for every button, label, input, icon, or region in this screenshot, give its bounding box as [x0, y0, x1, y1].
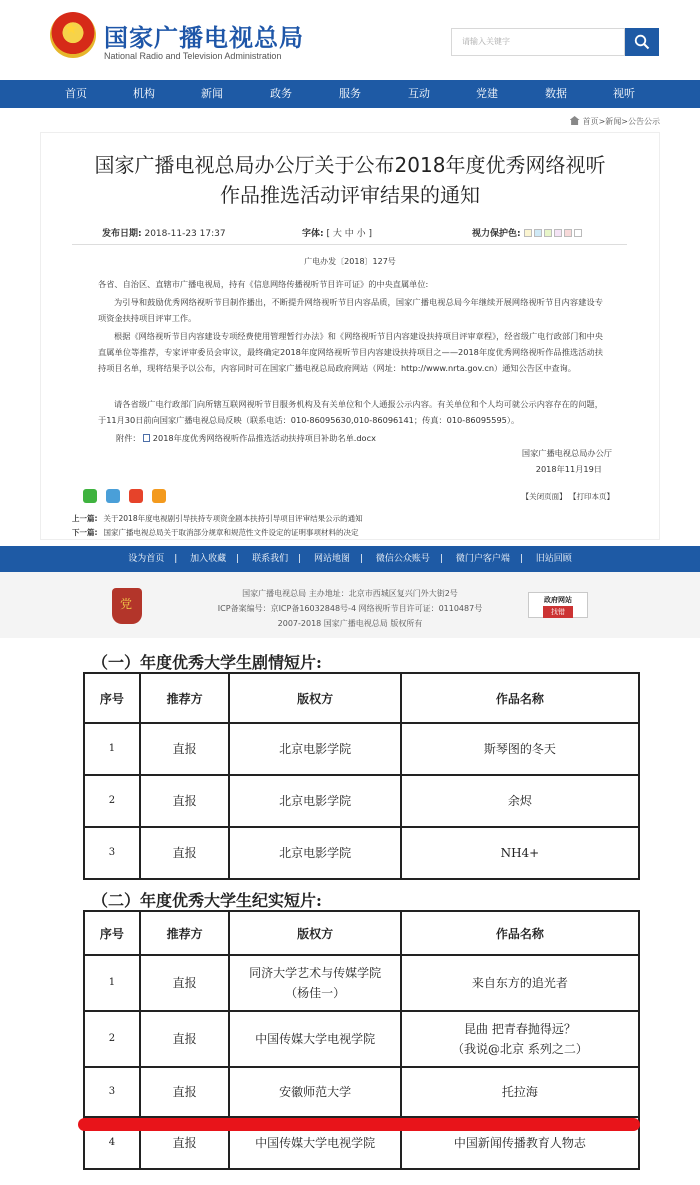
close-page-link[interactable]: 【关闭页面】 [521, 492, 567, 501]
table-header-cell: 作品名称 [401, 911, 639, 955]
attachment-line [116, 430, 621, 446]
footer-link-contact[interactable]: 联系我们 [252, 554, 289, 564]
qzone-share-icon[interactable] [106, 489, 120, 503]
table-cell: 来自东方的追光者 [401, 955, 639, 1011]
site-header [0, 0, 700, 80]
breadcrumb: 首页>新闻>公告公示 [570, 116, 660, 127]
divider [72, 244, 627, 245]
color-swatch[interactable] [574, 229, 582, 237]
color-swatch[interactable] [534, 229, 542, 237]
attachment-label: 附件： [116, 433, 141, 443]
paragraph-request: 请各省级广电行政部门向所辖互联网视听节目服务机构及有关单位和个人通报公示内容。有关单位和个人均可就公示内容存在的问题，于11月30日前向国家广播电视总局反映（联系电话：010-86095630,010-86096141；传真：010-86095595）。 [98, 399, 603, 425]
table-cell: 直报 [140, 775, 230, 827]
footer-links: 设为首页 | 加入收藏 | 联系我们 | 网站地图 | 微信公众账号 | 微门户客户端 | 旧站回顾 [0, 546, 700, 572]
footer-link-old-site[interactable]: 旧站回顾 [535, 554, 572, 564]
table-cell: 直报 [140, 723, 230, 775]
footer-icp: ICP备案编号：京ICP备16032848号-4 网络视听节目许可证：0110487号 [217, 604, 483, 613]
section2-heading: （二）年度优秀大学生纪实短片: [92, 891, 322, 910]
footer-link-bookmark[interactable]: 加入收藏 [190, 554, 227, 564]
font-size-label: 字体: [302, 229, 324, 239]
search-button[interactable] [625, 28, 659, 56]
nav-item-audiovisual[interactable]: 视听 [613, 87, 635, 100]
wechat-share-icon[interactable] [83, 489, 97, 503]
table-cell: 斯琴图的冬天 [401, 723, 639, 775]
nav-item-party-building[interactable]: 党建 [476, 87, 498, 100]
footer-link-micro-portal[interactable]: 微门户客户端 [455, 554, 510, 564]
color-swatch[interactable] [544, 229, 552, 237]
table-cell: 中国传媒大学电视学院 [229, 1011, 400, 1067]
table-row [84, 955, 639, 1011]
publish-date-label: 发布日期: [102, 229, 142, 239]
government-site-error-badge[interactable] [528, 592, 588, 618]
font-size-options[interactable]: [ 大 中 小 ] [326, 229, 372, 239]
table-cell: 2 [84, 775, 140, 827]
table-cell: 北京电影学院 [229, 775, 400, 827]
table-cell: 昆曲 把青春抛得远？ （我说@北京 系列之二） [401, 1011, 639, 1067]
table-header-cell: 推荐方 [140, 673, 230, 723]
search-icon [634, 34, 650, 50]
table-cell: 同济大学艺术与传媒学院 （杨佳一） [229, 955, 400, 1011]
previous-article [72, 513, 363, 524]
paragraph-addressee: 各省、自治区、直辖市广播电视局，持有《信息网络传播视听节目许可证》的中央直属单位: [98, 279, 429, 289]
section2-table [83, 910, 640, 1170]
attachment-link[interactable]: 2018年度优秀网络视听作品推选活动扶持项目补助名单.docx [152, 433, 376, 443]
color-swatch[interactable] [524, 229, 532, 237]
signature-date: 2018年11月19日 [535, 464, 602, 474]
signature-org: 国家广播电视总局办公厅 [521, 448, 612, 458]
previous-label: 上一篇: [72, 514, 98, 523]
nav-item-data[interactable]: 数据 [545, 87, 567, 100]
table-cell: 直报 [140, 1067, 230, 1117]
footer-address: 国家广播电视总局 主办地址：北京市西城区复兴门外大街2号 [242, 589, 458, 598]
share-bar [83, 488, 170, 507]
table-cell: 直报 [140, 1011, 230, 1067]
publish-date [102, 226, 226, 239]
site-title[interactable]: 国家广播电视总局 [104, 24, 304, 52]
table-cell: 直报 [140, 1117, 230, 1169]
print-page-link[interactable]: 【打印本页】 [569, 492, 614, 501]
red-highlight-mark [78, 1118, 640, 1131]
table-header-cell: 版权方 [229, 911, 400, 955]
national-emblem-icon [50, 12, 96, 58]
next-article-link[interactable]: 国家广播电视总局关于取消部分规章和规范性文件设定的证明事项材料的决定 [103, 528, 359, 537]
font-size-control [302, 226, 372, 239]
document-number: 广电办发〔2018〕127号 [304, 257, 396, 266]
table-header-row [84, 911, 639, 955]
nav-item-institutions[interactable]: 机构 [133, 87, 155, 100]
color-swatch[interactable] [564, 229, 572, 237]
site-subtitle: National Radio and Television Administration [104, 51, 282, 61]
badge-line2: 找错 [543, 606, 573, 618]
weibo-share-icon[interactable] [129, 489, 143, 503]
document-icon [143, 434, 150, 442]
table-cell: 3 [84, 1067, 140, 1117]
nav-item-interaction[interactable]: 互动 [408, 87, 430, 100]
article-title-line2: 作品推选活动评审结果的通知 [220, 183, 480, 207]
publish-date-value: 2018-11-23 17:37 [144, 229, 226, 239]
table-cell: 托拉海 [401, 1067, 639, 1117]
breadcrumb-announcements[interactable]: 公告公示 [628, 117, 660, 126]
footer-link-set-home[interactable]: 设为首页 [128, 554, 165, 564]
page-operations [522, 491, 614, 502]
color-swatch[interactable] [554, 229, 562, 237]
table-row [84, 827, 639, 879]
next-article [72, 527, 359, 538]
table-cell: NH4+ [401, 827, 639, 879]
color-swatches [523, 229, 583, 239]
table-cell: 安徽师范大学 [229, 1067, 400, 1117]
section1-table [83, 672, 640, 880]
badge-line1: 政府网站 [544, 596, 572, 604]
more-share-icon[interactable] [152, 489, 166, 503]
table-cell: 直报 [140, 955, 230, 1011]
table-header-cell: 推荐方 [140, 911, 230, 955]
table-row [84, 723, 639, 775]
results-document [0, 638, 700, 1185]
table-cell: 2 [84, 1011, 140, 1067]
footer-link-sitemap[interactable]: 网站地图 [313, 554, 350, 564]
nav-item-services[interactable]: 服务 [339, 87, 361, 100]
table-cell: 1 [84, 955, 140, 1011]
paragraph-intro: 为引导和鼓励优秀网络视听节目制作播出，不断提升网络视听节目内容品质，国家广播电视总局今年继续开展网络视听节目内容建设专项资金扶持项目评审工作。 [98, 297, 603, 323]
nav-item-news[interactable]: 新闻 [201, 87, 223, 100]
home-icon [570, 116, 580, 125]
table-header-cell: 序号 [84, 673, 140, 723]
section1-heading: （一）年度优秀大学生剧情短片: [92, 653, 322, 672]
article-title-line1: 国家广播电视总局办公厅关于公布2018年度优秀网络视听 [94, 153, 606, 177]
table-cell: 直报 [140, 827, 230, 879]
search-placeholder: 请输入关键字 [462, 37, 510, 46]
previous-article-link[interactable]: 关于2018年度电视剧引导扶持专项资金剧本扶持引导项目评审结果公示的通知 [103, 514, 363, 523]
table-row [84, 775, 639, 827]
table-header-cell: 版权方 [229, 673, 400, 723]
eye-protection-label: 视力保护色: [472, 229, 521, 239]
next-label: 下一篇: [72, 528, 98, 537]
nav-item-government-affairs[interactable]: 政务 [270, 87, 292, 100]
table-row [84, 1067, 639, 1117]
paragraph-basis: 根据《网络视听节目内容建设专项经费使用管理暂行办法》和《网络视听节目内容建设扶持项目评审章程》，经省级广电行政部门和中央直属单位等推荐，专家评审委员会审议，最终确定2018年度网络视听节目内容建设扶持项目之——2018年度优秀网络视听作品推选活动扶持项目名单，现将结果予以公布，内容同时可在国家广播电视总局政府网站（网址：http://www.nrta.gov.cn）通知公告区中查询。 [98, 331, 603, 373]
table-header-cell: 序号 [84, 911, 140, 955]
table-cell: 4 [84, 1117, 140, 1169]
breadcrumb-news[interactable]: 新闻 [605, 117, 622, 126]
table-cell: 中国新闻传播教育人物志 [401, 1117, 639, 1169]
main-nav [0, 80, 700, 108]
eye-protection-control [472, 226, 583, 239]
article-title [40, 150, 660, 210]
table-cell: 余烬 [401, 775, 639, 827]
table-row [84, 1011, 639, 1067]
breadcrumb-home[interactable]: 首页 [582, 117, 599, 126]
footer-copyright: 2007-2018 国家广播电视总局 版权所有 [277, 619, 423, 628]
table-cell: 中国传媒大学电视学院 [229, 1117, 400, 1169]
table-cell: 北京电影学院 [229, 723, 400, 775]
table-cell: 1 [84, 723, 140, 775]
nav-item-home[interactable]: 首页 [65, 87, 87, 100]
table-cell: 3 [84, 827, 140, 879]
table-header-row [84, 673, 639, 723]
table-header-cell: 作品名称 [401, 673, 639, 723]
table-cell: 北京电影学院 [229, 827, 400, 879]
footer-link-wechat[interactable]: 微信公众账号 [375, 554, 430, 564]
search-input[interactable] [451, 28, 625, 56]
